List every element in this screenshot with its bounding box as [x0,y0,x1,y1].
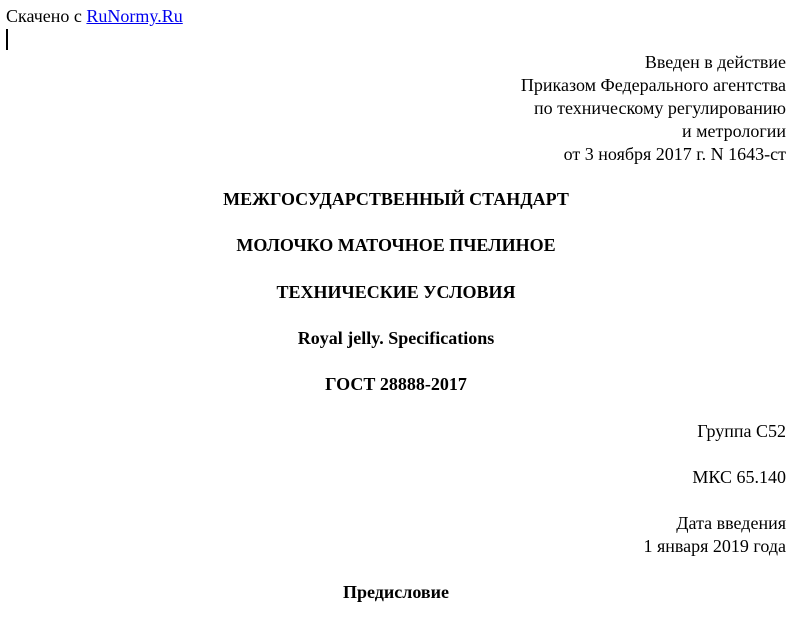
intro-date-value: 1 января 2019 года [643,536,786,556]
download-prefix: Скачено с [6,6,82,26]
intro-date-label: Дата введения [676,513,786,533]
enactment-line-2: Приказом Федерального агентства [520,75,786,95]
enactment-line-5: от 3 ноября 2017 г. N 1643-ст [563,144,786,164]
enactment-block [521,51,786,166]
enactment-line-3: по техническому регулированию [533,98,786,118]
runormy-link[interactable]: RuNormy.Ru [86,6,183,26]
enactment-line-4: и метрологии [682,121,786,141]
group-label: Группа С52 [697,421,786,441]
product-title: МОЛОЧКО МАТОЧНОЕ ПЧЕЛИНОЕ [236,235,556,255]
foreword-heading: Предисловие [343,582,449,602]
text-cursor [6,29,8,50]
english-title: Royal jelly. Specifications [297,328,495,348]
gost-code: ГОСТ 28888-2017 [325,374,467,394]
mks-label: МКС 65.140 [692,467,786,487]
enactment-line-1: Введен в действие [644,52,786,72]
conditions-title: ТЕХНИЧЕСКИЕ УСЛОВИЯ [276,282,516,302]
download-source-line [6,5,183,28]
standard-type-heading: МЕЖГОСУДАРСТВЕННЫЙ СТАНДАРТ [223,189,569,209]
intro-date-block [643,512,786,558]
